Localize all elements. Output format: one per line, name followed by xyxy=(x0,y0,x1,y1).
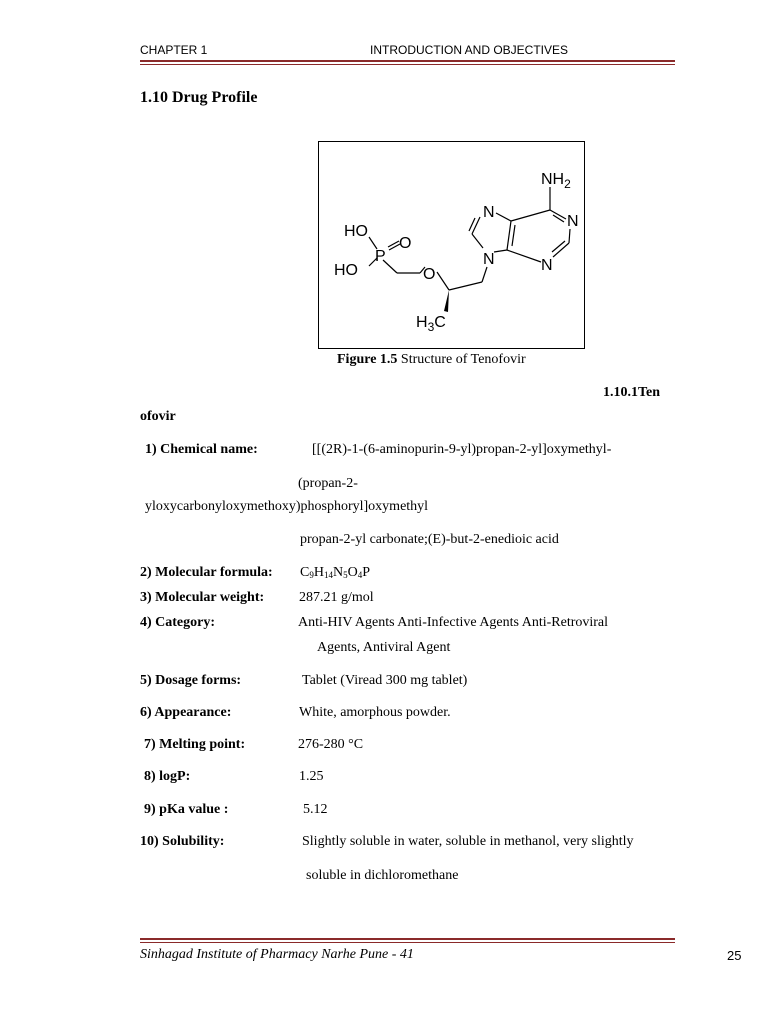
atom-n1: N xyxy=(567,213,579,230)
subsection-heading-part2: ofovir xyxy=(140,409,176,424)
logp-value: 1.25 xyxy=(299,769,324,784)
weight-label: 3) Molecular weight: xyxy=(140,590,265,605)
formula-label: 2) Molecular formula: xyxy=(140,565,273,580)
melting-label: 7) Melting point: xyxy=(144,737,246,752)
category-line2: Agents, Antiviral Agent xyxy=(317,640,451,655)
header-rule-thick xyxy=(140,60,675,62)
category-label: 4) Category: xyxy=(140,615,216,630)
atom-nh2: $NH_2$ xyxy=(541,171,571,191)
structure-figure xyxy=(318,141,585,349)
solubility-label: 10) Solubility: xyxy=(140,834,225,849)
category-line1: Anti-HIV Agents Anti-Infective Agents Anti-Retroviral xyxy=(298,615,609,630)
tenofovir-structure xyxy=(319,142,584,348)
footer-rule-thick xyxy=(140,938,675,940)
atom-o-ether: O xyxy=(423,266,436,283)
chapter-label: CHAPTER 1 xyxy=(140,43,208,57)
atom-n7: N xyxy=(483,204,495,221)
atom-n9: N xyxy=(483,251,495,268)
weight-value: 287.21 g/mol xyxy=(299,590,374,605)
appearance-label: 6) Appearance: xyxy=(140,705,232,720)
pka-label: 9) pKa value : xyxy=(144,802,229,817)
chemical-name-line4: propan-2-yl carbonate;(E)-but-2-enedioic acid xyxy=(300,532,559,547)
chemical-name-line2: (propan-2- xyxy=(298,476,358,491)
footer-rule-thin xyxy=(140,942,675,943)
section-title: 1.10 Drug Profile xyxy=(140,89,258,106)
header-title: INTRODUCTION AND OBJECTIVES xyxy=(370,43,569,57)
chemical-name-line3: yloxycarbonyloxymethoxy)phosphoryl]oxymethyl xyxy=(145,499,429,514)
dosage-value: Tablet (Viread 300 mg tablet) xyxy=(302,673,468,688)
dosage-label: 5) Dosage forms: xyxy=(140,673,242,688)
atom-n3: N xyxy=(541,257,553,274)
melting-value: 276-280 °C xyxy=(298,737,364,752)
atom-h3c: $H_3C$ xyxy=(416,314,446,334)
solubility-line2: soluble in dichloromethane xyxy=(306,868,459,883)
chemical-name-line1: [[(2R)-1-(6-aminopurin-9-yl)propan-2-yl]oxymethyl- xyxy=(312,442,612,457)
chemical-name-label: 1) Chemical name: xyxy=(145,442,258,457)
atom-ho-1: HO xyxy=(344,223,368,240)
appearance-value: White, amorphous powder. xyxy=(299,705,451,720)
atom-ho-2: HO xyxy=(334,262,358,279)
atom-p: P xyxy=(375,248,386,265)
pka-value: 5.12 xyxy=(303,802,328,817)
subsection-heading-part1: 1.10.1Ten xyxy=(603,385,661,400)
formula-value: $C_9H_{14}N_5O_4P$ xyxy=(300,565,371,580)
figure-caption: Figure 1.5 Structure of Tenofovir xyxy=(337,352,526,367)
header-rule-thin xyxy=(140,64,675,65)
logp-label: 8) logP: xyxy=(144,769,191,784)
solubility-line1: Slightly soluble in water, soluble in methanol, very slightly xyxy=(302,834,634,849)
footer-institution: Sinhagad Institute of Pharmacy Narhe Pune - 41 xyxy=(140,947,414,962)
atom-o-double: O xyxy=(399,235,412,252)
page-number: 25 xyxy=(727,948,742,963)
